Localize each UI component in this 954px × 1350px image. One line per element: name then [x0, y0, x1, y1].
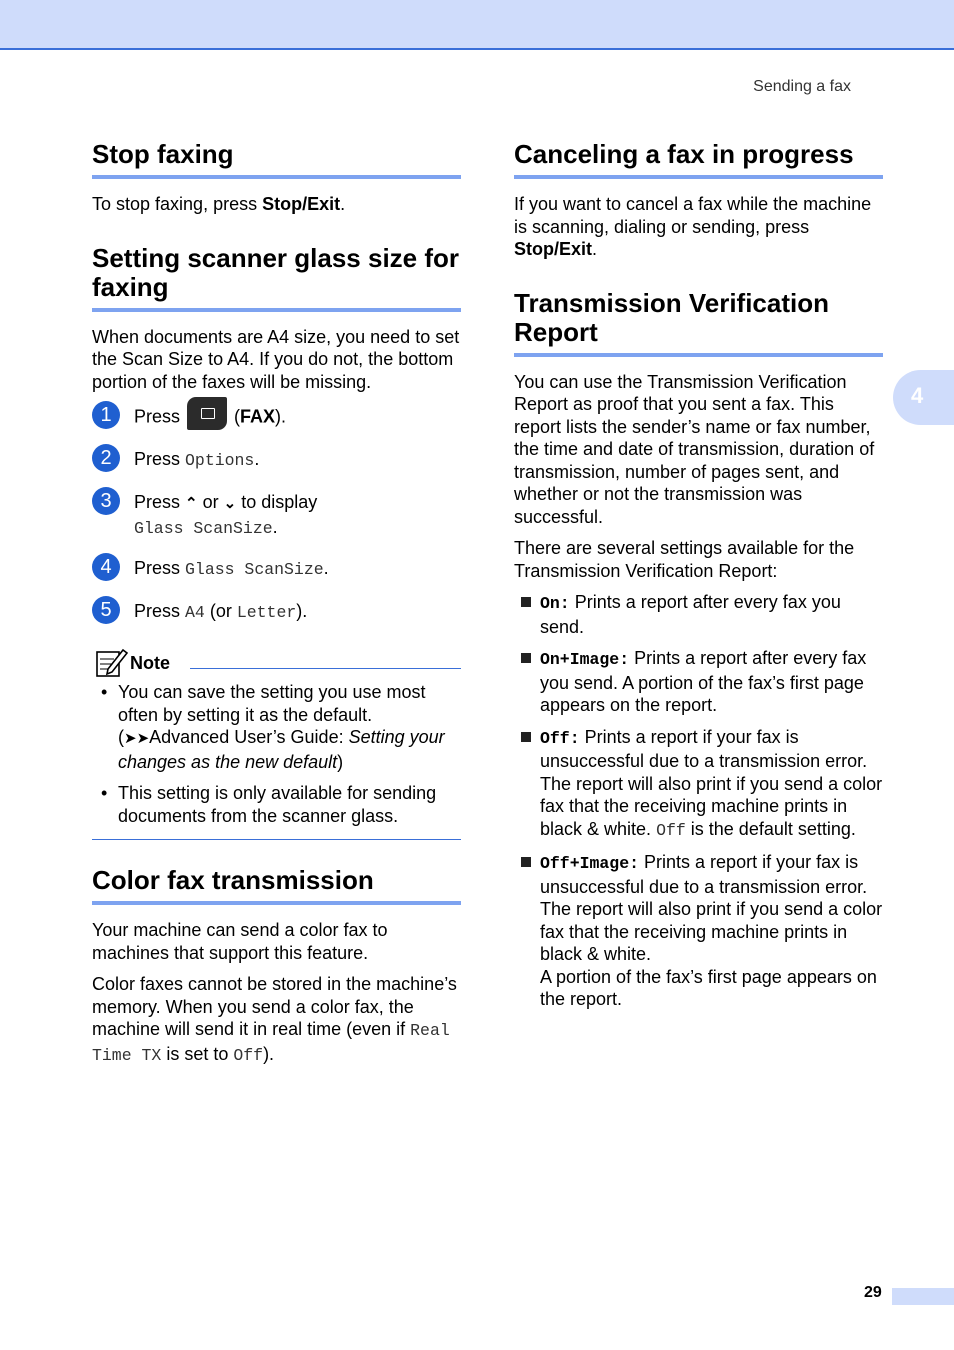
lcd-glass-scansize: Glass ScanSize [185, 560, 324, 579]
note-pencil-icon [96, 647, 128, 677]
option-name: On+Image: [540, 650, 630, 669]
stop-faxing-text: To stop faxing, press Stop/Exit. [92, 194, 346, 214]
report-p1: You can use the Transmission Verification Report as proof that you sent a fax. This report lists the sender’s name or fax number, the time and date of transmission, duration of transmission, number of pages sent, and whether or not the transmission was successful. [514, 371, 875, 527]
step-5: 5 Press A4 (or Letter). [92, 600, 461, 626]
lcd-off: Off [233, 1045, 264, 1065]
step-3: 3 Press ⌃ or ⌄ to display Glass ScanSize. [92, 491, 461, 540]
stop-exit-key: Stop/Exit [514, 239, 593, 259]
page-number-band [892, 1288, 954, 1305]
lcd-letter: Letter [236, 603, 297, 622]
step-list [92, 405, 461, 626]
note-label: Note [130, 653, 170, 673]
step-2: 2 Press Options. [92, 448, 461, 474]
report-p2: There are several settings available for the Transmission Verification Report: [514, 538, 855, 581]
option-on-image: On+Image: Prints a report after every fax you send. A portion of the fax’s first page appears on the report. [514, 647, 883, 717]
heading-transmission-report: Transmission Verification Report [514, 289, 883, 357]
lcd-off: Off [656, 820, 686, 840]
option-on: On: Prints a report after every fax you send. [514, 591, 883, 638]
option-off: Off: Prints a report if your fax is unsuccessful due to a transmission error. The report will also print if you send a color fax that the receiving machine prints in black & white. Off is the default setting. [514, 726, 883, 843]
step-number: 3 [92, 487, 120, 515]
running-head: Sending a fax [753, 78, 851, 95]
guide-reference: Setting your changes as the new default [118, 727, 445, 772]
up-arrow-icon: ⌃ [185, 495, 198, 512]
step-number: 4 [92, 553, 120, 581]
note-item: • You can save the setting you use most often by setting it as the default. (➤➤Advanced User’s Guide: Setting your changes as the new default) [92, 681, 461, 773]
lcd-a4: A4 [185, 603, 205, 622]
heading-scanner-glass: Setting scanner glass size for faxing [92, 244, 461, 312]
stop-exit-key: Stop/Exit [262, 194, 341, 214]
right-column [514, 140, 883, 1020]
lcd-glass-scansize: Glass ScanSize [134, 518, 273, 538]
color-fax-p1: Your machine can send a color fax to machines that support this feature. [92, 920, 388, 963]
heading-stop-faxing: Stop faxing [92, 140, 461, 179]
heading-cancel-fax: Canceling a fax in progress [514, 140, 883, 179]
step-number: 2 [92, 444, 120, 472]
lcd-options: Options [185, 451, 255, 470]
cancel-fax-text: If you want to cancel a fax while the machine is scanning, dialing or sending, press Stop/Exit. [514, 194, 872, 259]
step-number: 5 [92, 596, 120, 624]
scanner-intro: When documents are A4 size, you need to set the Scan Size to A4. If you do not, the bottom portion of the faxes will be missing. [92, 326, 460, 392]
note-rule [190, 668, 461, 669]
down-arrow-icon: ⌄ [223, 495, 237, 512]
option-off-image: Off+Image: Prints a report if your fax is unsuccessful due to a transmission error. The report will also print if you send a color fax that the receiving machine prints in black & white. A portion of the fax’s first page appears on the report. [514, 851, 883, 1011]
option-name: Off+Image: [540, 854, 640, 873]
note-item: • This setting is only available for sending documents from the scanner glass. [92, 782, 461, 827]
note-end-rule [92, 839, 461, 840]
chapter-tab: 4 [893, 370, 954, 425]
report-options [514, 591, 883, 1011]
double-arrow-icon: ➤➤ [124, 730, 150, 747]
heading-color-fax: Color fax transmission [92, 866, 461, 905]
color-fax-p2: Color faxes cannot be stored in the machine’s memory. When you send a color fax, the machine will send it in real time (even if Real Time TX is set to Off). [92, 974, 457, 1065]
left-column [92, 140, 461, 1076]
header-band [0, 0, 954, 50]
step-number: 1 [92, 401, 120, 429]
fax-key-label: FAX [240, 406, 276, 427]
lcd-real-time-tx: Real Time TX [92, 1021, 450, 1065]
fax-button-icon [187, 397, 227, 430]
option-name: Off: [540, 728, 580, 748]
page-number: 29 [864, 1284, 882, 1301]
step-4: 4 Press Glass ScanSize. [92, 557, 461, 583]
note-box [92, 643, 461, 840]
step-1: 1 Press (FAX). [92, 405, 461, 431]
option-name: On: [540, 594, 570, 613]
